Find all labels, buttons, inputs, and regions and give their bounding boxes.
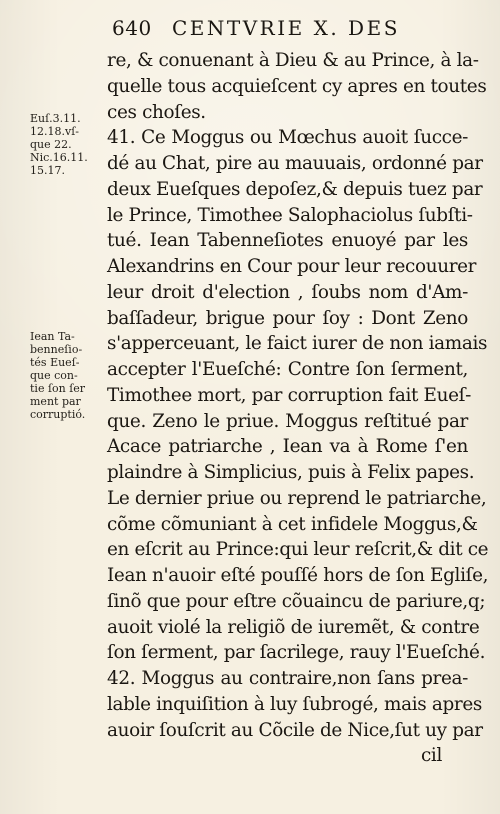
text-line: leur droit d'election , ſoubs nom d'Am- [107, 281, 468, 303]
page-header [0, 16, 500, 40]
text-line: s'apperceuant, le faict iurer de non iamais [107, 333, 488, 355]
page-number: 640 [112, 16, 152, 40]
text-line: plaindre à Simplicius, puis à Felix papes. [107, 462, 475, 483]
margin-note-summary: Iean Ta- benneſio- tés Eueſ- que con- tie ſon ſer ment par corruptió. [30, 330, 86, 421]
text-line: ſinõ que pour eſtre cõuaincu de pariure,q; [107, 590, 486, 612]
text-line: ſon ſerment, par ſacrilege, rauy l'Eueſché. [107, 642, 486, 664]
text-line: le Prince, Timothee Salophaciolus ſubſti- [107, 204, 473, 226]
text-line: deux Eueſques depoſez,& depuis tuez par [107, 178, 483, 200]
text-line: lable inquiſition à luy ſubrogé, mais apres [107, 693, 482, 715]
text-line: Acace patriarche , Iean va à Rome ſ'en [107, 436, 468, 458]
text-line: accepter l'Eueſché: Contre ſon ſerment, [107, 359, 468, 380]
text-line: re, & conuenant à Dieu & au Prince, à la- [107, 50, 479, 71]
text-line: 42. Moggus au contraire,non ſans prea- [107, 668, 468, 689]
running-head: CENTVRIE X. DES [172, 16, 400, 40]
margin-note-citation: Euſ.3.11. 12.18.vſ- que 22. Nic.16.11. 15.17. [30, 112, 88, 177]
text-line: que. Zeno le priue. Moggus reſtitué par [107, 410, 468, 432]
catchword: cil [420, 745, 442, 767]
text-line: Iean n'auoir eſté pouſſé hors de ſon Egliſe, [107, 565, 489, 586]
text-line: quelle tous acquieſcent cy apres en toutes [107, 75, 487, 97]
text-line: tué. Iean Tabenneſiotes enuoyé par les [107, 230, 468, 252]
text-line: auoit violé la religiõ de iuremẽt, & contre [107, 616, 480, 638]
text-line: Timothee mort, par corruption fait Eueſ- [107, 384, 471, 406]
main-text [107, 48, 489, 769]
text-line: cõme cõmuniant à cet infidele Moggus,& [107, 513, 478, 535]
text-line: dé au Chat, pire au mauuais, ordonné par [107, 153, 483, 174]
text-line: baſſadeur, brigue pour ſoy : Dont Zeno [107, 307, 468, 329]
text-line: Alexandrins en Cour pour leur recouurer [107, 256, 477, 277]
text-line: Le dernier priue ou reprend le patriarche, [107, 487, 487, 509]
text-line: en eſcrit au Prince:qui leur reſcrit,& dit ce [107, 539, 489, 561]
text-line: 41. Ce Moggus ou Mœchus auoit ſucce- [107, 127, 468, 149]
text-line: ces choſes. [107, 101, 206, 123]
text-line: auoir ſouſcrit au Cõcile de Nice,ſut uy par [107, 719, 483, 741]
